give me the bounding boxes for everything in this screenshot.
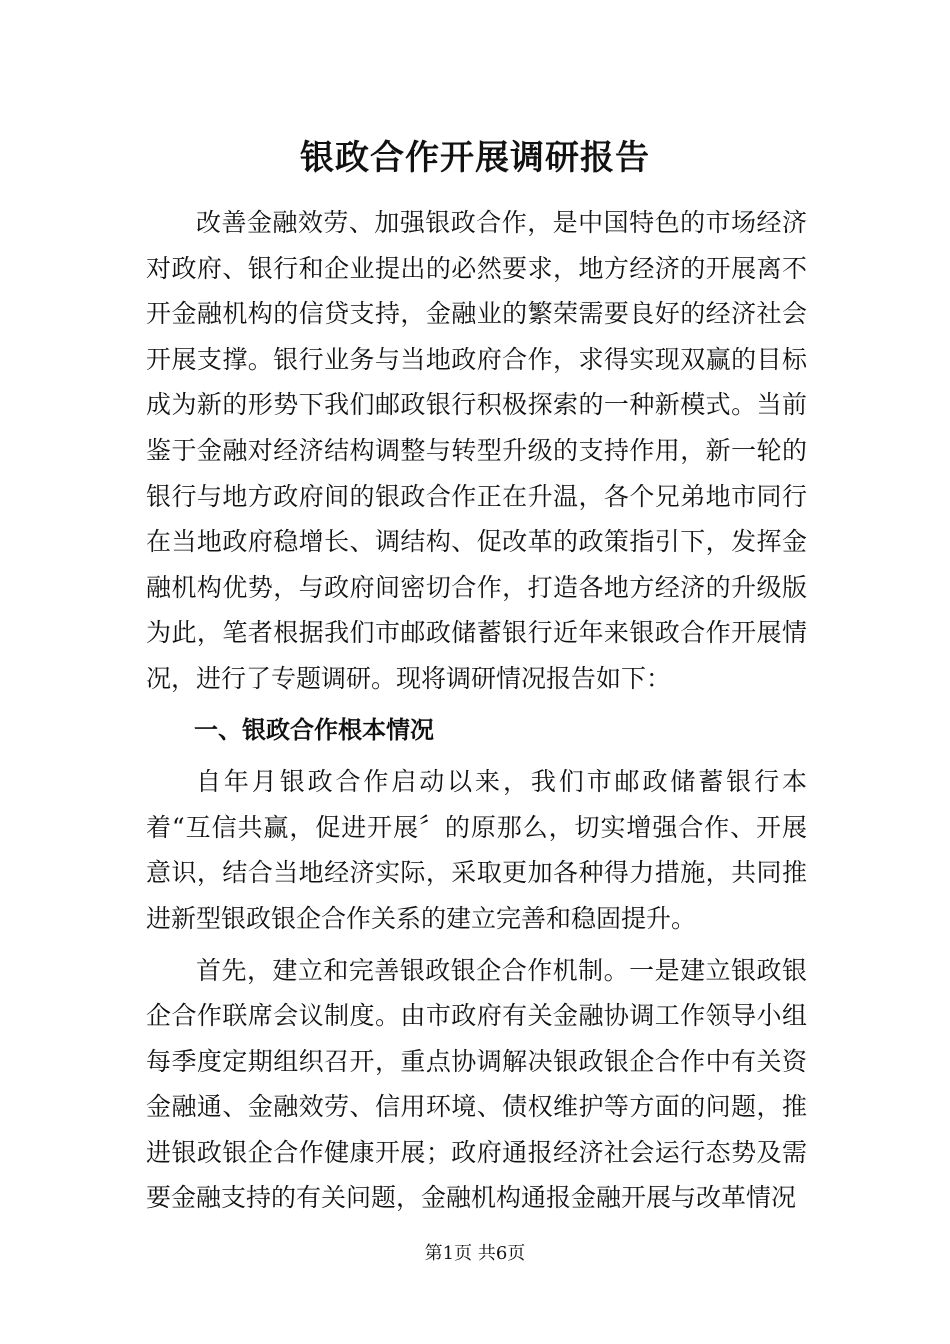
section-1-paragraph-1: 自年月银政合作启动以来，我们市邮政储蓄银行本着“互信共赢，促进开展〞的原那么，切实增强合作、开展意识，结合当地经济实际，采取更加各种得力措施，共同推进新型银政银企合作关系的建立完善和稳固提升。 xyxy=(146,767,807,933)
section-1-paragraph-2: 首先，建立和完善银政银企合作机制。一是建立银政银企合作联席会议制度。由市政府有关金融协调工作领导小组每季度定期组织召开，重点协调解决银政银企合作中有关资金融通、金融效劳、信用环境、债权维护等方面的问题，推进银政银企合作健康开展；政府通报经济社会运行态势及需要金融支持的有关问题，金融机构通报金融开展与改革情况 xyxy=(146,955,807,1213)
document-body xyxy=(146,200,807,1221)
section-heading: 一、银政合作根本情况 xyxy=(194,715,434,744)
document-title: 银政合作开展调研报告 xyxy=(300,138,650,178)
intro-paragraph: 改善金融效劳、加强银政合作，是中国特色的市场经济对政府、银行和企业提出的必然要求，地方经济的开展离不开金融机构的信贷支持，金融业的繁荣需要良好的经济社会开展支撑。银行业务与当地政府合作，求得实现双赢的目标成为新的形势下我们邮政银行积极探索的一种新模式。当前鉴于金融对经济结构调整与转型升级的支持作用，新一轮的银行与地方政府间的银政合作正在升温，各个兄弟地市同行在当地政府稳增长、调结构、促改革的政策指引下，发挥金融机构优势，与政府间密切合作，打造各地方经济的升级版为此，笔者根据我们市邮政储蓄银行近年来银政合作开展情况，进行了专题调研。现将调研情况报告如下： xyxy=(146,208,807,693)
page-number-footer: 第1页 共6页 xyxy=(424,1243,526,1264)
